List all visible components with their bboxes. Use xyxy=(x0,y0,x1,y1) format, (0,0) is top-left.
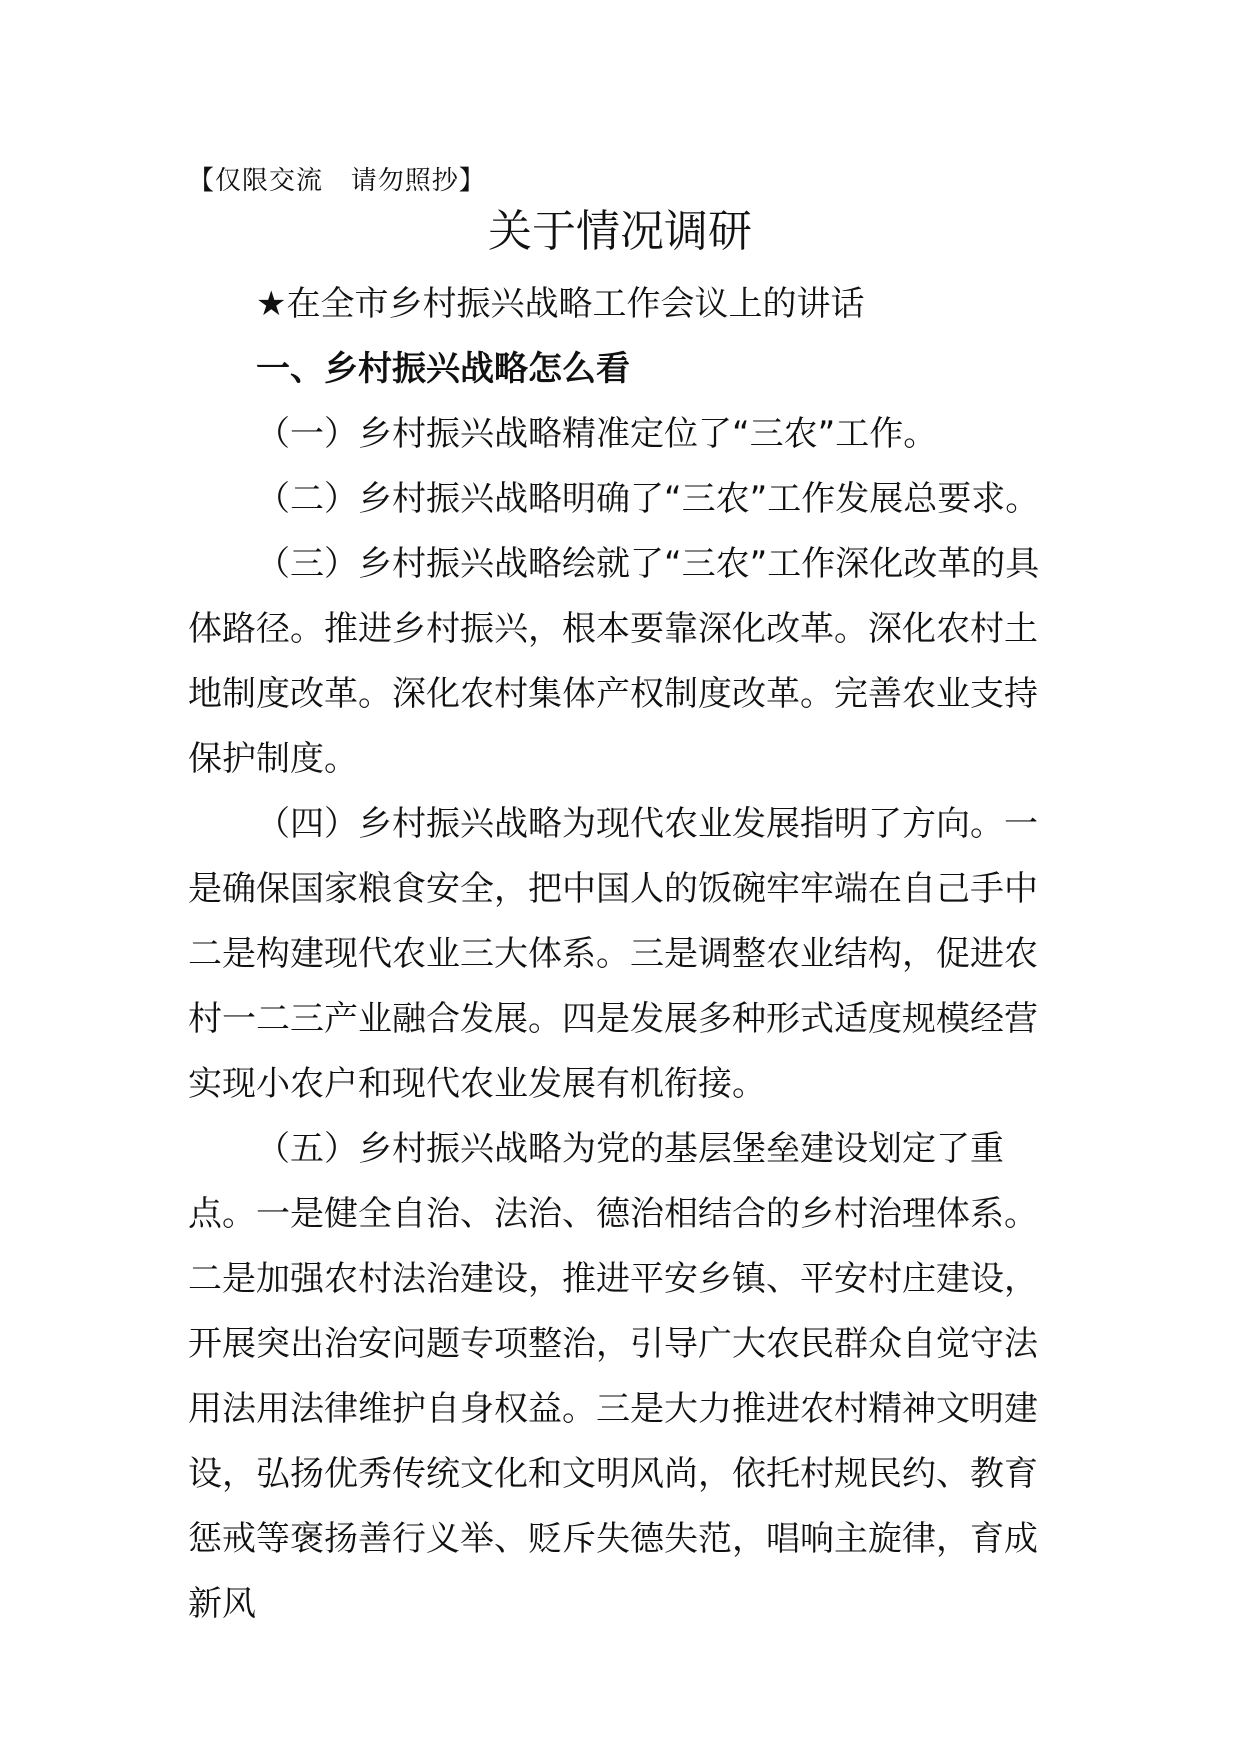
paragraph-5: （五）乡村振兴战略为党的基层堡垒建设划定了重点。一是健全自治、法治、德治相结合的乡村治理体系。二是加强农村法治建设，推进平安乡镇、平安村庄建设，开展突出治安问题专项整治，引导广大农民群众自觉守法用法用法律维护自身权益。三是大力推进农村精神文明建设，弘扬优秀传统文化和文明风尚，依托村规民约、教育惩戒等褒扬善行义举、贬斥失德失范，唱响主旋律，育成新风 xyxy=(188,1129,1038,1624)
paragraph-3: （三）乡村振兴战略绘就了“三农”工作深化改革的具体路径。推进乡村振兴，根本要靠深化改革。深化农村土地制度改革。深化农村集体产权制度改革。完善农业支持保护制度。 xyxy=(188,544,1040,779)
paragraph-1: （一）乡村振兴战略精准定位了“三农”工作。 xyxy=(256,414,938,454)
document-title: 关于情况调研 xyxy=(488,206,752,257)
speech-subtitle: ★在全市乡村振兴战略工作会议上的讲话 xyxy=(256,284,865,324)
section-heading: 一、乡村振兴战略怎么看 xyxy=(256,349,630,389)
paragraph-4: （四）乡村振兴战略为现代农业发展指明了方向。一是确保国家粮食安全，把中国人的饭碗牢牢端在自己手中二是构建现代农业三大体系。三是调整农业结构，促进农村一二三产业融合发展。四是发展多种形式适度规模经营实现小农户和现代农业发展有机衔接。 xyxy=(188,804,1038,1104)
paragraph-2: （二）乡村振兴战略明确了“三农”工作发展总要求。 xyxy=(256,479,1040,519)
document-body xyxy=(188,272,1068,1637)
notice-header: 【仅限交流 请勿照抄】 xyxy=(188,166,486,196)
